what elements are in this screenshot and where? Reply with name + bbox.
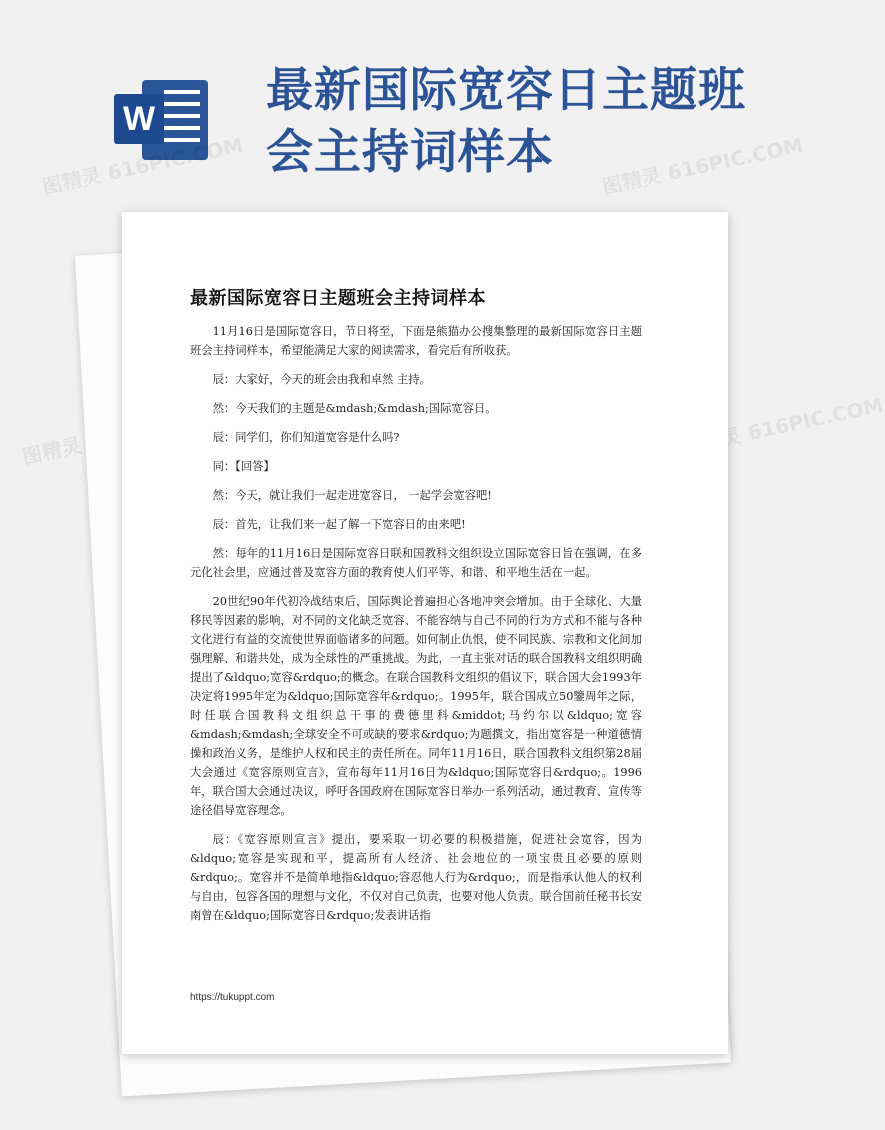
document-body xyxy=(190,322,642,935)
document-page xyxy=(122,212,728,1054)
document-title: 最新国际宽容日主题班会主持词样本 xyxy=(190,288,486,309)
paragraph: 然：每年的11月16日是国际宽容日联和国教科文组织设立国际宽容日旨在强调，在多元化社会里，应通过普及宽容方面的教育使人们平等、和谐、和平地生活在一起。 xyxy=(190,547,642,579)
paragraph: 然：今天我们的主题是&mdash;&mdash;国际宽容日。 xyxy=(212,402,497,415)
paragraph: 20世纪90年代初冷战结束后，国际舆论普遍担心各地冲突会增加。由于全球化、大量移民等因素的影响，对不同的文化缺乏宽容、不能容纳与自己不同的行为方式和不能与各种文化进行有益的交流使世界面临诸多的问题。如何制止仇恨，使不同民族、宗教和文化间加强理解、和谐共处，成为全球性的严重挑战。为此，一直主张对话的联合国教科文组织明确提出了&ldquo;宽容&rdquo;的概念。在联合国教科文组织的倡议下，联合国大会1993年决定将1995年定为&ldquo;国际宽容年&rdquo;。1995年，联合国成立50鑒周年之际，时任联合国教科文组织总干事的费德里科&middot;马约尔以&ldquo;宽容&mdash;&mdash;全球安全不可或缺的要求&rdquo;为题撰文，指出宽容是一种道德情操和政治义务，是维护人权和民主的责任所在。同年11月16日，联合国教科文组织第28届大会通过《宽容原则宣言》，宣布每年11月16日为&ldquo;国际宽容日&rdquo;。1996年，联合国大会通过决议，呼吁各国政府在国际宽容日举办一系列活动，通过教育、宣传等途径倡导宽容理念。 xyxy=(190,595,642,817)
word-document-icon xyxy=(112,72,214,168)
footer-url[interactable]: https://tukuppt.com xyxy=(190,992,275,1003)
paragraph: 辰：同学们，你们知道宽容是什么吗? xyxy=(212,431,400,444)
watermark: 图精灵 616PIC.COM xyxy=(680,392,885,459)
paragraph: 同：【回答】 xyxy=(212,460,275,473)
watermark: 图精灵 616PIC.COM xyxy=(40,132,246,199)
paragraph: 然：今天，就让我们一起走进宽容日， 一起学会宽容吧! xyxy=(212,489,492,502)
paragraph: 辰：大家好，今天的班会由我和卓然 主持。 xyxy=(212,373,431,386)
page-title: 最新国际宽容日主题班会主持词样本 xyxy=(266,63,746,180)
paragraph: 辰：首先，让我们来一起了解一下宽容日的由来吧! xyxy=(212,518,466,531)
watermark: 图精灵 616PIC.COM xyxy=(600,132,806,199)
watermark: 图精灵 xyxy=(20,433,84,469)
paragraph: 辰：《宽容原则宣言》提出，要采取一切必要的积极措施，促进社会宽容，因为&ldquo;宽容是实现和平，提高所有人经济、社会地位的一项宝贵且必要的原则&rdquo;。宽容并不是简单地指&ldquo;容忍他人行为&rdquo;，而是指承认他人的权利与自由，包容各国的理想与文化，不仅对自己负责，也要对他人负责。联合国前任秘书长安南曾在&ldquo;国际宽容日&rdquo;发表讲话指 xyxy=(190,833,642,922)
paragraph: 11月16日是国际宽容日，节日将至，下面是熊猫办公搜集整理的最新国际宽容日主题班会主持词样本，希望能满足大家的阅读需求，看完后有所收获。 xyxy=(190,325,642,357)
word-icon-letter: W xyxy=(122,100,156,138)
